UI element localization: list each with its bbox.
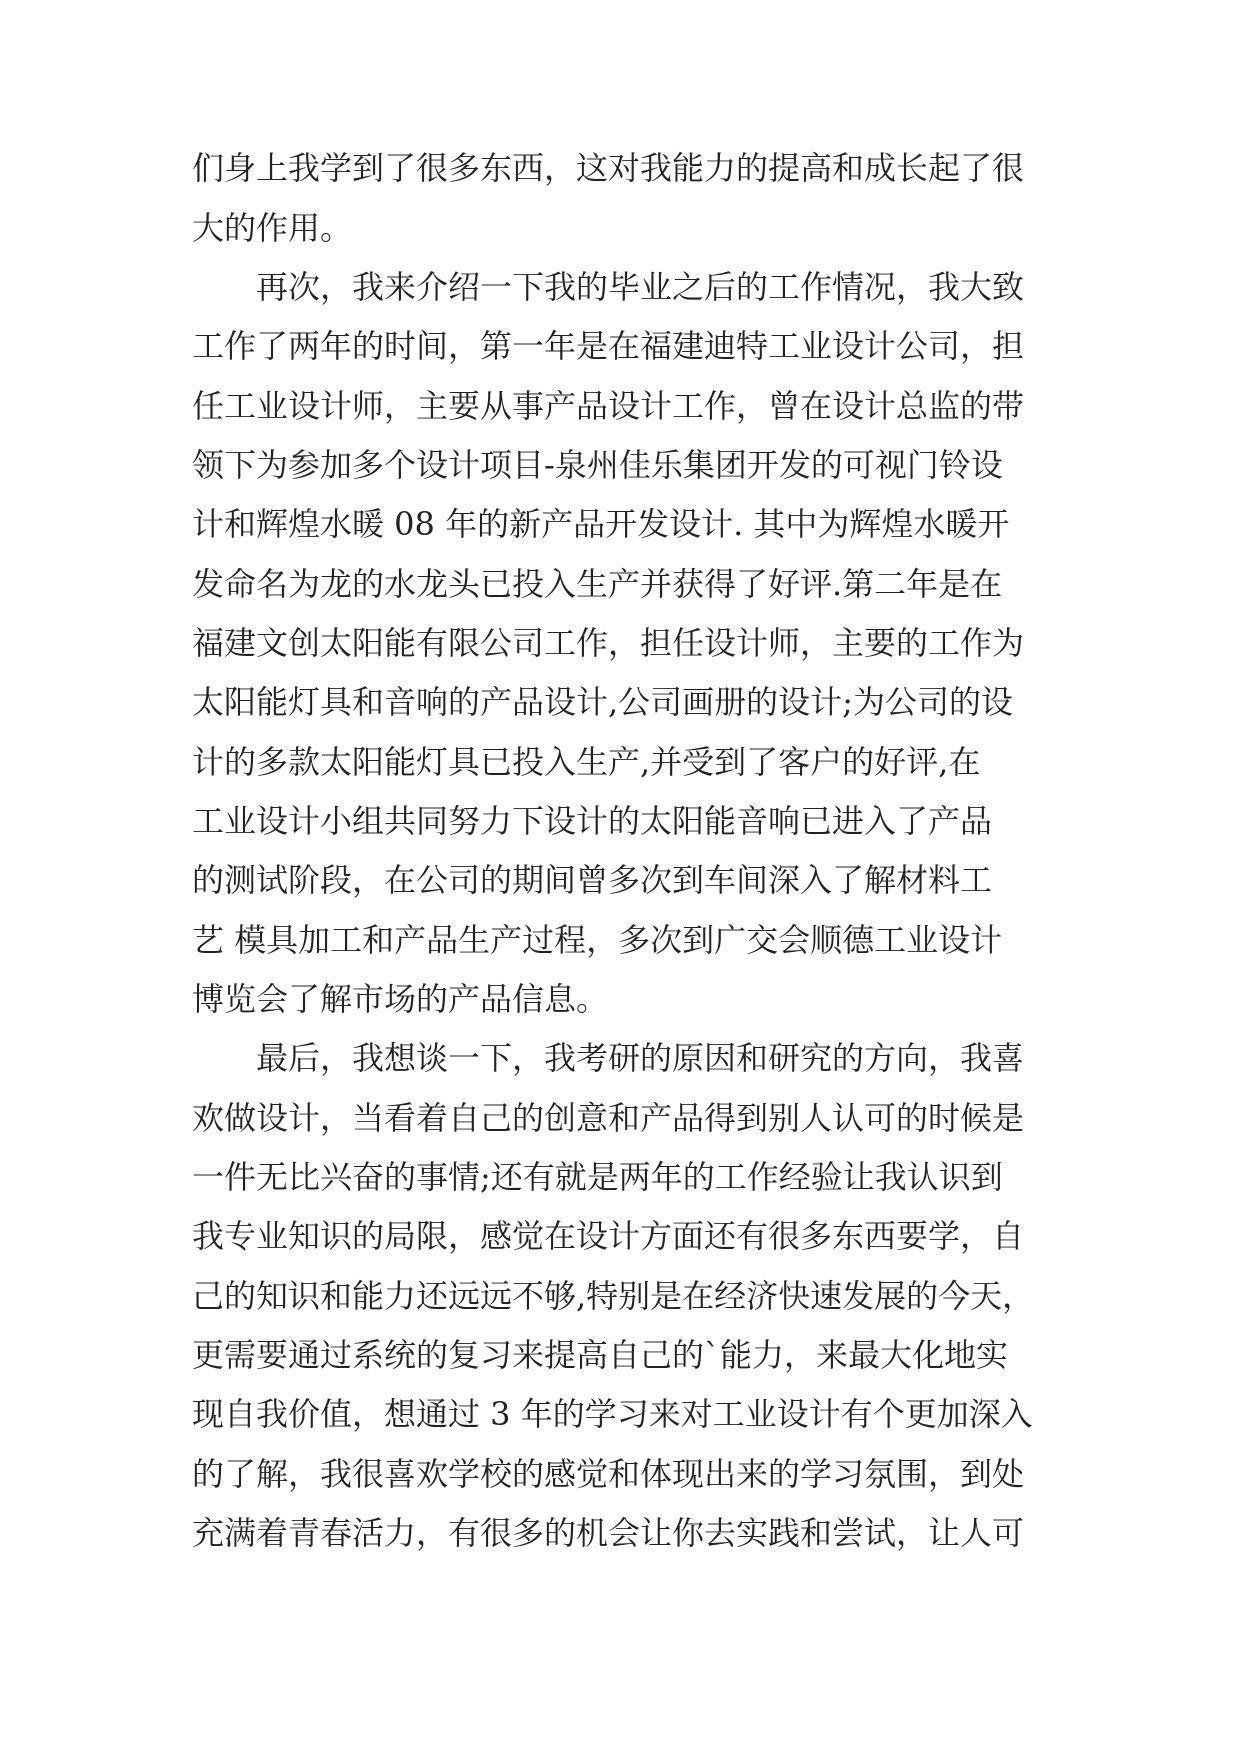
- text-line: 福建文创太阳能有限公司工作，担任设计师，主要的工作为: [192, 624, 1025, 662]
- text-line: 计的多款太阳能灯具已投入生产,并受到了客户的好评,在: [192, 743, 981, 781]
- text-line: 博览会了解市场的产品信息。: [192, 980, 609, 1018]
- text-line: 工业设计小组共同努力下设计的太阳能音响已进入了产品: [192, 802, 993, 840]
- text-line: 太阳能灯具和音响的产品设计,公司画册的设计;为公司的设: [192, 683, 1013, 721]
- text-line: 最后，我想谈一下，我考研的原因和研究的方向，我喜: [192, 1039, 1025, 1077]
- text-line: 任工业设计师，主要从事产品设计工作，曾在设计总监的带: [192, 387, 1025, 425]
- text-line: 艺 模具加工和产品生产过程，多次到广交会顺德工业设计: [192, 921, 1003, 959]
- text-line: 再次，我来介绍一下我的毕业之后的工作情况，我大致: [192, 268, 1025, 306]
- text-line: 一件无比兴奋的事情;还有就是两年的工作经验让我认识到: [192, 1158, 1003, 1196]
- text-line: 们身上我学到了很多东西，这对我能力的提高和成长起了很: [192, 149, 1025, 187]
- text-line: 充满着青春活力，有很多的机会让你去实践和尝试，让人可: [192, 1514, 1025, 1552]
- text-line: 领下为参加多个设计项目-泉州佳乐集团开发的可视门铃设: [192, 446, 1003, 484]
- text-line: 我专业知识的局限，感觉在设计方面还有很多东西要学，自: [192, 1217, 1025, 1255]
- text-line: 现自我价值，想通过 3 年的学习来对工业设计有个更加深入: [192, 1395, 1033, 1433]
- text-line: 更需要通过系统的复习来提高自己的`能力，来最大化地实: [192, 1336, 1009, 1374]
- text-line: 工作了两年的时间，第一年是在福建迪特工业设计公司，担: [192, 327, 1025, 365]
- text-line: 大的作用。: [192, 209, 353, 247]
- text-line: 的测试阶段，在公司的期间曾多次到车间深入了解材料工: [192, 861, 993, 899]
- text-line: 发命名为龙的水龙头已投入生产并获得了好评.第二年是在: [192, 565, 1003, 603]
- text-line: 计和辉煌水暖 08 年的新产品开发设计. 其中为辉煌水暖开: [192, 505, 1010, 543]
- text-line: 欢做设计，当看着自己的创意和产品得到别人认可的时候是: [192, 1099, 1025, 1137]
- text-line: 己的知识和能力还远远不够,特别是在经济快速发展的今天，: [192, 1277, 1035, 1315]
- text-line: 的了解，我很喜欢学校的感觉和体现出来的学习氛围，到处: [192, 1455, 1025, 1493]
